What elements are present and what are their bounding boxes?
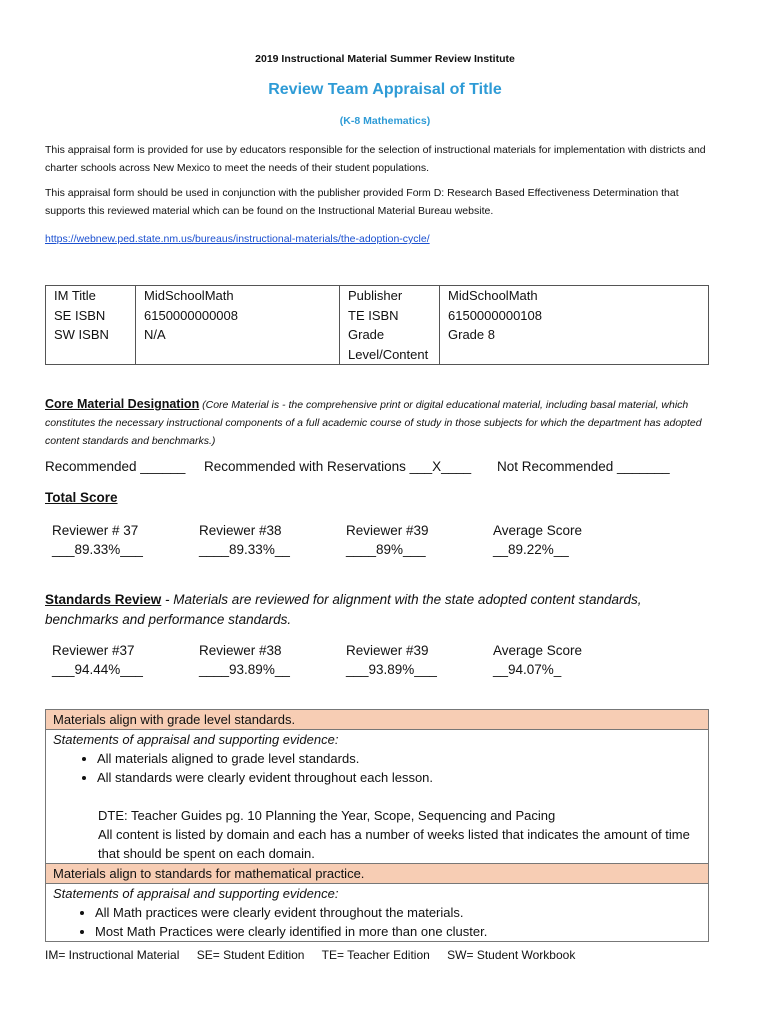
reviewer-label: Reviewer #39 [346,643,429,658]
publisher-value: MidSchoolMath [440,286,709,306]
recommended-option: Recommended ______ [45,459,186,474]
core-material-description: (Core Material is - the comprehensive print or digital educational material, including basal material, which constitutes the necessary instructional components of a full academic course of study in those subjects for which the department has adopted content standards and benchmarks.) [45,399,702,447]
subject-subtitle: (K-8 Mathematics) [339,115,431,127]
domain-note: All content is listed by domain and each has a number of weeks listed that indicates the amount of time that should be spent on each domain. [98,827,690,861]
reviewer-score: ____89%___ [346,542,426,557]
sw-isbn-value: N/A [136,325,340,365]
page-title: Review Team Appraisal of Title [268,81,502,98]
te-isbn-label: TE ISBN [340,306,440,326]
reviewer-score: __94.07%_ [493,662,562,677]
publisher-label: Publisher [340,286,440,306]
title-info-table [45,285,709,365]
reviewer-score: ___89.33%___ [52,542,143,557]
se-isbn-value: 6150000000008 [136,306,340,326]
list-item: • Most Math Practices were clearly identified in more than one cluster. [95,922,701,941]
footer-sw: SW= Student Workbook [447,948,576,962]
sw-isbn-label: SW ISBN [46,325,136,365]
se-isbn-label: SE ISBN [46,306,136,326]
total-score-heading: Total Score [45,490,118,505]
standards-reviewer-37 [52,641,143,679]
reviewer-label: Reviewer # 37 [52,523,139,538]
intro-paragraph-2: This appraisal form should be used in conjunction with the publisher provided Form D: Research Based Effectiveness Determination that supports this reviewed material which can be found on the Instructional Material Bureau website. [45,187,679,217]
recommended-with-reservations-option: Recommended with Reservations ___X____ [204,459,472,474]
grade-level-standards-header: Materials align with grade level standards. [46,710,709,730]
standards-table [45,709,709,942]
evidence-list [53,903,701,941]
intro-paragraph-1: This appraisal form is provided for use by educators responsible for the selection of instructional materials for implementation with districts and charter schools across New Mexico to meet the needs of their student populations. [45,144,706,174]
reviewer-score: ___93.89%___ [346,662,437,677]
reviewer-label: Reviewer #37 [52,643,135,658]
core-material-section [45,395,715,450]
footer-se: SE= Student Edition [196,948,305,962]
reviewer-label: Average Score [493,523,583,538]
grade-level-evidence [46,730,709,864]
standards-reviewer-39 [346,641,437,679]
total-reviewer-37 [52,521,143,559]
evidence-list [53,749,701,787]
reviewer-score: ___94.44%___ [52,662,143,677]
reviewer-score: ____89.33%__ [199,542,290,557]
standards-review-description: - Materials are reviewed for alignment with the state adopted content standards, benchmarks and performance standards. [45,592,642,627]
im-title-label: IM Title [46,286,136,306]
list-item: • All Math practices were clearly evident throughout the materials. [95,903,701,922]
im-title-value: MidSchoolMath [136,286,340,306]
total-reviewer-39 [346,521,429,559]
dte-reference: DTE: Teacher Guides pg. 10 Planning the Year, Scope, Sequencing and Pacing [98,808,556,823]
te-isbn-value: 6150000000108 [440,306,709,326]
math-practice-standards-header: Materials align to standards for mathematical practice. [46,864,709,884]
standards-average-score [493,641,582,679]
statement-label: Statements of appraisal and supporting evidence: [53,732,339,747]
total-reviewer-38 [199,521,290,559]
math-practice-evidence [46,884,709,942]
reviewer-label: Reviewer #38 [199,643,282,658]
core-material-heading: Core Material Designation [45,397,200,411]
standards-review-heading: Standards Review [45,592,162,607]
statement-label: Statements of appraisal and supporting evidence: [53,886,339,901]
reviewer-label: Reviewer #38 [199,523,282,538]
reviewer-score: __89.22%__ [493,542,569,557]
reviewer-label: Reviewer #39 [346,523,429,538]
grade-value: Grade 8 [440,325,709,365]
abbreviation-footer [45,948,589,962]
total-average-score [493,521,582,559]
adoption-cycle-link[interactable]: https://webnew.ped.state.nm.us/bureaus/instructional-materials/the-adoption-cycle/ [45,233,430,245]
reviewer-score: ____93.89%__ [199,662,290,677]
not-recommended-option: Not Recommended _______ [497,459,670,474]
list-item: • All materials aligned to grade level standards. [97,749,701,768]
grade-label: Grade Level/Content [340,325,440,365]
standards-review-section [45,590,715,630]
footer-te: TE= Teacher Edition [321,948,430,962]
footer-im: IM= Instructional Material [45,948,180,962]
institute-title: 2019 Instructional Material Summer Review Institute [255,53,515,65]
standards-reviewer-38 [199,641,290,679]
reviewer-label: Average Score [493,643,583,658]
list-item: • All standards were clearly evident throughout each lesson. [97,768,701,787]
